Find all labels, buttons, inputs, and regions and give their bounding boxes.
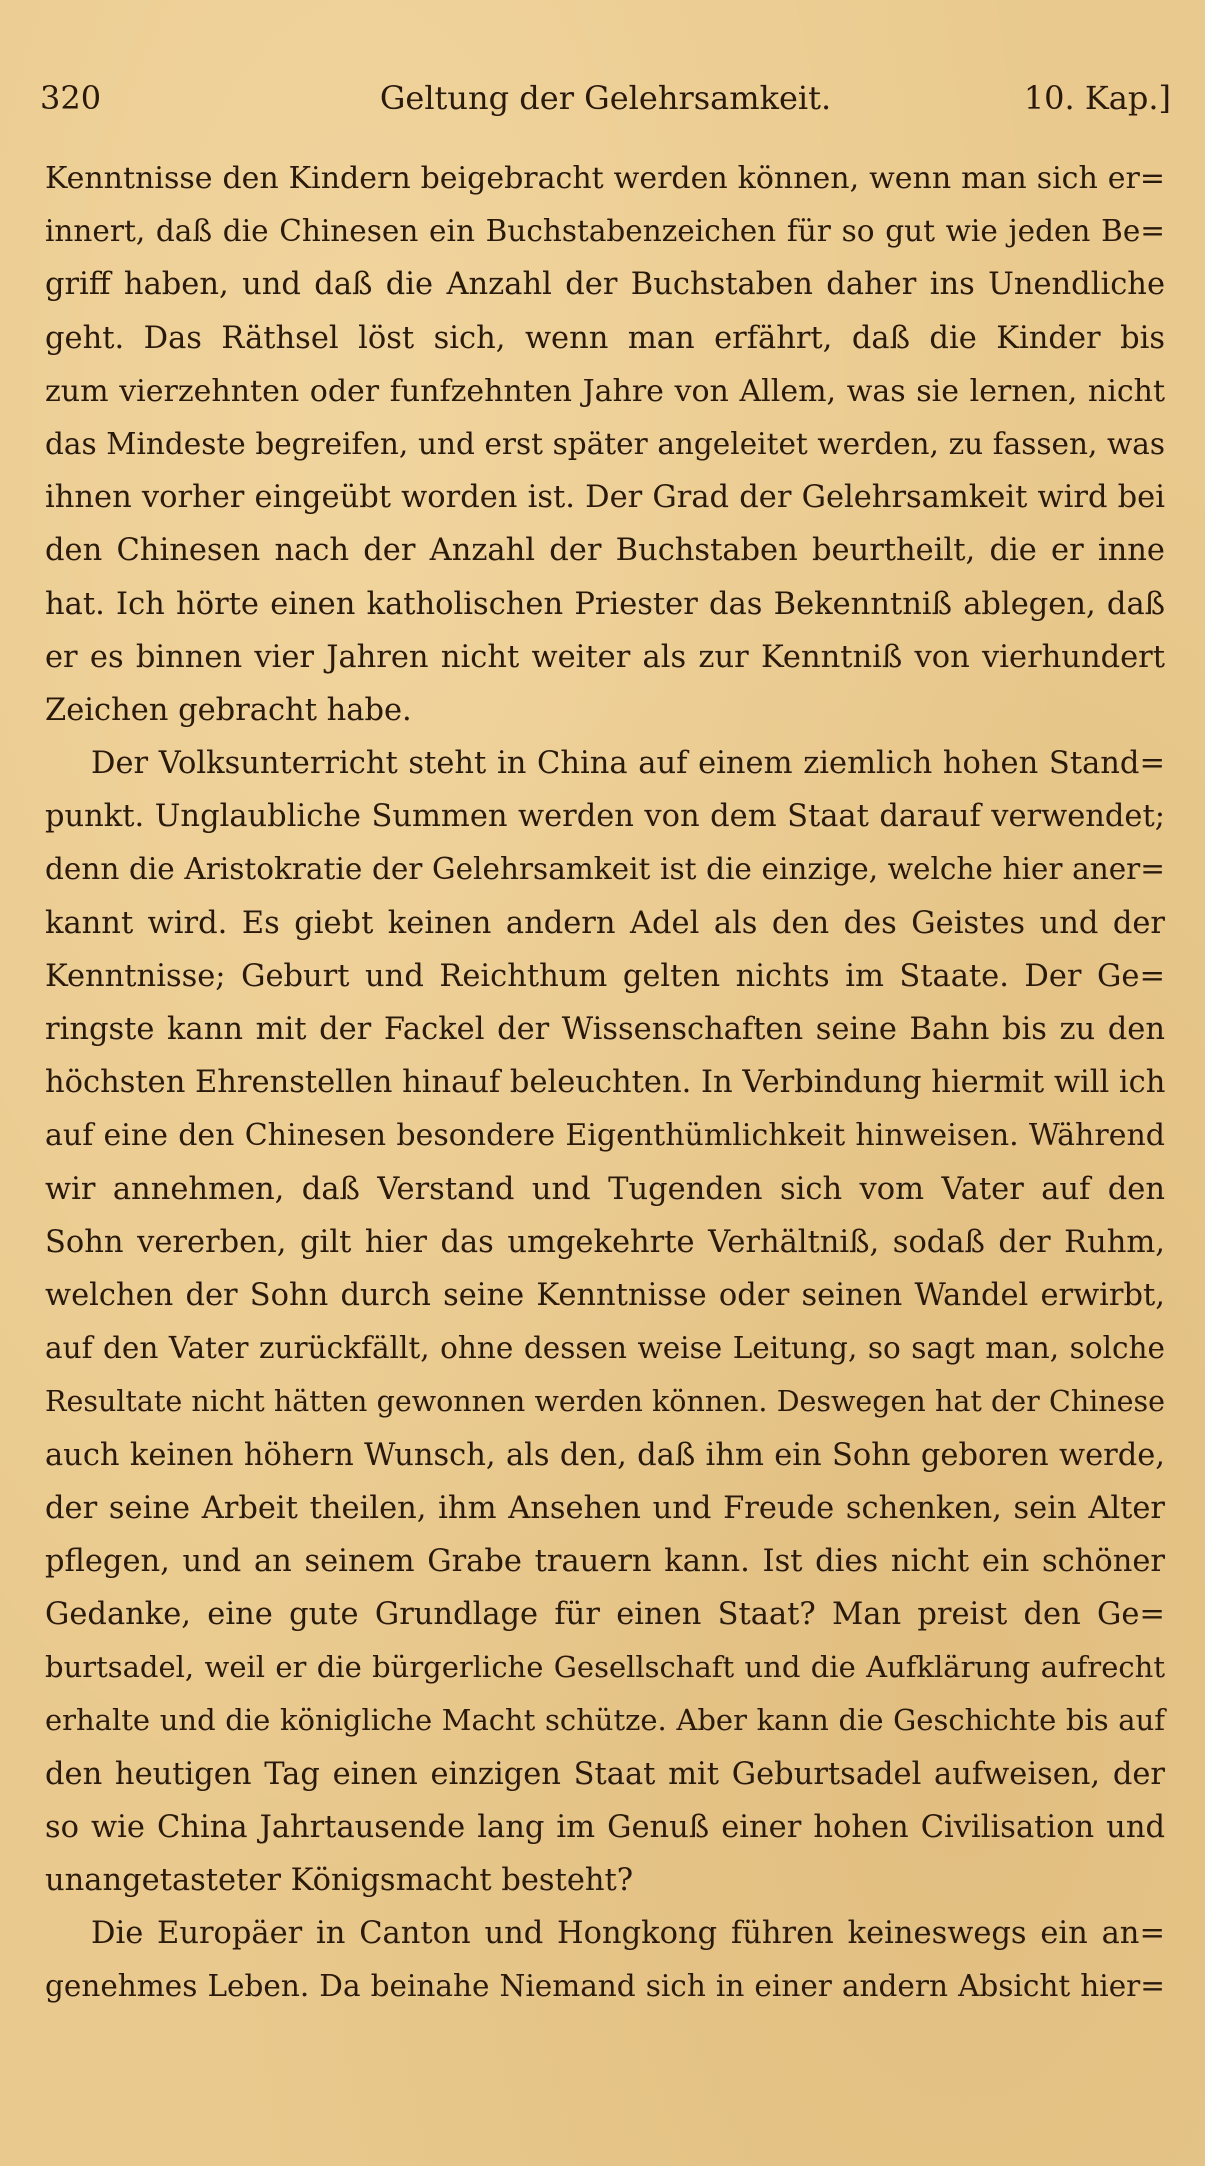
text-line: Die Europäer in Canton und Hongkong führen keineswegs ein an= xyxy=(91,1916,1165,1952)
body-text xyxy=(45,152,1165,2014)
text-line: erhalte und die königliche Macht schütze. Aber kann die Geschichte bis auf xyxy=(45,1703,1165,1738)
text-line: den heutigen Tag einen einzigen Staat mit Geburtsadel aufweisen, der xyxy=(45,1756,1165,1792)
text-line: höchsten Ehrenstellen hinauf beleuchten. In Verbindung hiermit will ich xyxy=(45,1065,1166,1101)
page-number: 320 xyxy=(40,79,102,117)
text-line: auf den Vater zurückfällt, ohne dessen weise Leitung, so sagt man, solche xyxy=(45,1331,1165,1366)
text-line: zum vierzehnten oder funfzehnten Jahre von Allem, was sie lernen, nicht xyxy=(45,373,1165,409)
running-title: Geltung der Gelehrsamkeit. xyxy=(379,79,832,117)
text-line: kannt wird. Es giebt keinen andern Adel als den des Geistes und der xyxy=(45,905,1165,941)
text-line: geht. Das Räthsel löst sich, wenn man erfährt, daß die Kinder bis xyxy=(45,320,1165,356)
text-line: ihnen vorher eingeübt worden ist. Der Grad der Gelehrsamkeit wird bei xyxy=(45,480,1165,516)
text-line: Kenntnisse; Geburt und Reichthum gelten nichts im Staate. Der Ge= xyxy=(45,958,1165,994)
text-line: punkt. Unglaubliche Summen werden von dem Staat darauf verwendet; xyxy=(45,799,1165,835)
text-line: Kenntnisse den Kindern beigebracht werden können, wenn man sich er= xyxy=(45,161,1165,196)
text-line: Gedanke, eine gute Grundlage für einen Staat? Man preist den Ge= xyxy=(45,1597,1165,1633)
text-line: Der Volksunterricht steht in China auf einem ziemlich hohen Stand= xyxy=(91,746,1165,782)
text-line: unangetasteter Königsmacht besteht? xyxy=(45,1863,634,1898)
text-line: wir annehmen, daß Verstand und Tugenden sich vom Vater auf den xyxy=(45,1171,1165,1207)
text-line: ringste kann mit der Fackel der Wissenschaften seine Bahn bis zu den xyxy=(45,1012,1165,1047)
text-line: auf eine den Chinesen besondere Eigenthümlichkeit hinweisen. Während xyxy=(45,1118,1165,1154)
text-line: innert, daß die Chinesen ein Buchstabenzeichen für so gut wie jeden Be= xyxy=(45,214,1165,249)
chapter-label: 10. Kap.] xyxy=(1023,79,1171,117)
text-line: der seine Arbeit theilen, ihm Ansehen und Freude schenken, sein Alter xyxy=(45,1490,1165,1526)
text-line: auch keinen höhern Wunsch, als den, daß ihm ein Sohn geboren werde, xyxy=(45,1437,1165,1473)
text-line: Zeichen gebracht habe. xyxy=(45,692,412,728)
page-header xyxy=(40,72,1171,124)
text-line: denn die Aristokratie der Gelehrsamkeit ist die einzige, welche hier aner= xyxy=(45,852,1165,887)
text-line: das Mindeste begreifen, und erst später angeleitet werden, zu fassen, was xyxy=(45,426,1165,461)
text-line: Sohn vererben, gilt hier das umgekehrte Verhältniß, sodaß der Ruhm, xyxy=(45,1224,1165,1260)
text-line: Resultate nicht hätten gewonnen werden können. Deswegen hat der Chinese xyxy=(45,1385,1165,1419)
text-line: welchen der Sohn durch seine Kenntnisse oder seinen Wandel erwirbt, xyxy=(45,1277,1165,1313)
text-line: so wie China Jahrtausende lang im Genuß einer hohen Civilisation und xyxy=(45,1809,1165,1845)
text-line: genehmes Leben. Da beinahe Niemand sich in einer andern Absicht hier= xyxy=(45,1969,1165,2004)
text-line: griff haben, und daß die Anzahl der Buchstaben daher ins Unendliche xyxy=(45,267,1165,303)
text-line: hat. Ich hörte einen katholischen Priester das Bekenntniß ablegen, daß xyxy=(45,586,1165,622)
text-line: pflegen, und an seinem Grabe trauern kann. Ist dies nicht ein schöner xyxy=(45,1543,1165,1579)
text-line: burtsadel, weil er die bürgerliche Gesellschaft und die Aufklärung aufrecht xyxy=(45,1650,1165,1685)
text-line: den Chinesen nach der Anzahl der Buchstaben beurtheilt, die er inne xyxy=(45,533,1165,569)
text-line: er es binnen vier Jahren nicht weiter als zur Kenntniß von vierhundert xyxy=(45,639,1165,675)
